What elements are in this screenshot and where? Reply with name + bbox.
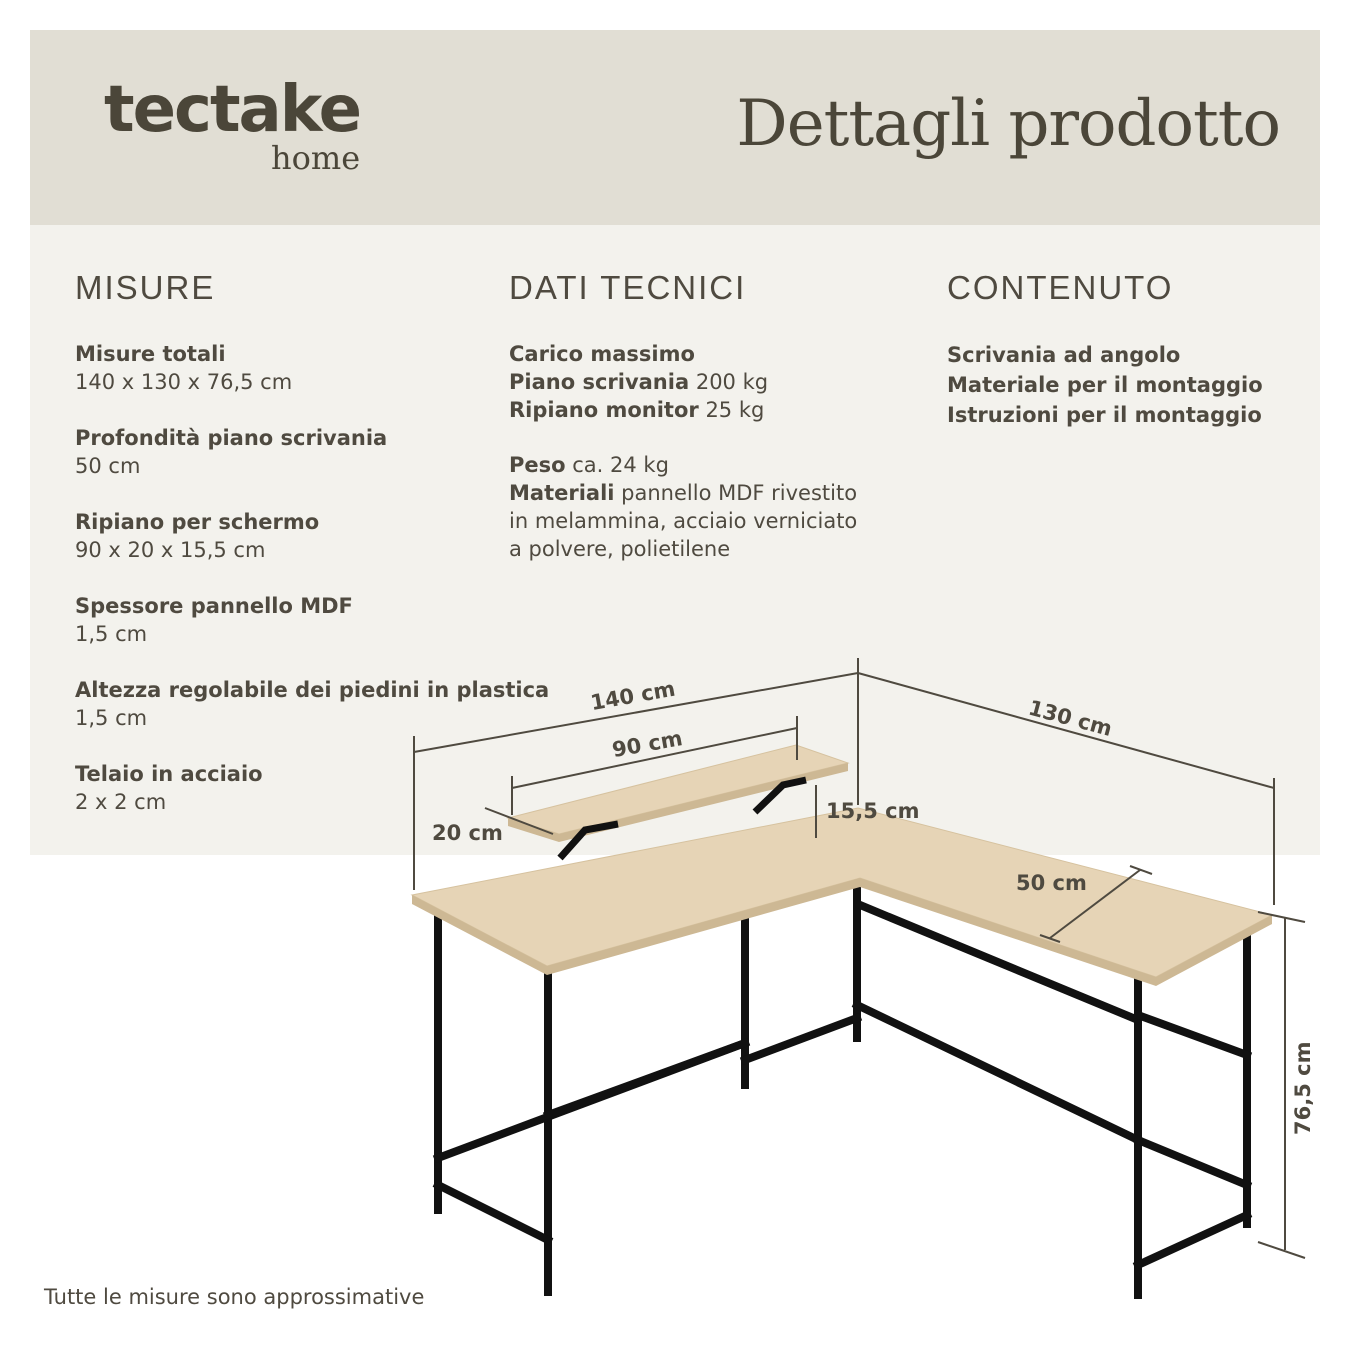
load-desk-value: 200 kg bbox=[695, 370, 769, 395]
dim-label-shelf-depth: 20 cm bbox=[432, 821, 503, 845]
load-desk-label: Piano scrivania bbox=[509, 370, 690, 395]
spec-label: Telaio in acciaio bbox=[75, 762, 263, 787]
spec-value: 1,5 cm bbox=[75, 706, 148, 731]
spec-value: 50 cm bbox=[75, 454, 141, 479]
materials-line-2: in melammina, acciaio verniciato bbox=[509, 509, 858, 534]
stretcher bbox=[1138, 1015, 1247, 1055]
spec-label: Profondità piano scrivania bbox=[75, 426, 388, 451]
misure-heading: MISURE bbox=[75, 269, 216, 306]
materials-label: Materiali bbox=[509, 481, 615, 506]
spec-label: Misure totali bbox=[75, 342, 226, 367]
load-shelf-label: Ripiano monitor bbox=[509, 398, 699, 423]
content-item: Istruzioni per il montaggio bbox=[947, 403, 1262, 428]
contenuto-heading: CONTENUTO bbox=[947, 269, 1174, 306]
content-item: Materiale per il montaggio bbox=[947, 373, 1263, 398]
stretcher bbox=[438, 1185, 548, 1240]
materials-value: pannello MDF rivestito bbox=[621, 481, 858, 506]
stretcher bbox=[1138, 1140, 1247, 1185]
dim-130 bbox=[858, 673, 1274, 788]
spec-value: 1,5 cm bbox=[75, 622, 148, 647]
spec-label: Altezza regolabile dei piedini in plastica bbox=[75, 678, 550, 703]
stretcher bbox=[857, 1005, 1138, 1140]
spec-label: Spessore pannello MDF bbox=[75, 594, 353, 619]
brand-logo: tectake bbox=[104, 73, 360, 147]
load-shelf-value: 25 kg bbox=[705, 398, 765, 423]
footnote: Tutte le misure sono approssimative bbox=[44, 1285, 425, 1309]
dim-label-height: 76,5 cm bbox=[1291, 1041, 1315, 1135]
dim-label-shelf-height: 15,5 cm bbox=[826, 799, 920, 823]
spec-value: 140 x 130 x 76,5 cm bbox=[75, 370, 293, 395]
dim-label-shelf-length: 90 cm bbox=[610, 726, 685, 763]
stretcher bbox=[1138, 1215, 1247, 1265]
weight-label: Peso bbox=[509, 453, 566, 478]
weight-value: ca. 24 kg bbox=[572, 453, 669, 478]
dati-tecnici-heading: DATI TECNICI bbox=[509, 269, 747, 306]
dim-label-width: 130 cm bbox=[1025, 695, 1115, 741]
stretcher bbox=[745, 1018, 857, 1060]
materials-line-3: a polvere, polietilene bbox=[509, 537, 731, 562]
page-title: Dettagli prodotto bbox=[736, 87, 1280, 161]
stretcher bbox=[548, 1043, 745, 1115]
dim-label-length: 140 cm bbox=[588, 676, 678, 716]
spec-value: 90 x 20 x 15,5 cm bbox=[75, 538, 266, 563]
load-label: Carico massimo bbox=[509, 342, 695, 367]
brand-logo-sub: home bbox=[271, 139, 361, 177]
content-item: Scrivania ad angolo bbox=[947, 343, 1181, 368]
dim-label-desk-depth: 50 cm bbox=[1016, 871, 1087, 895]
spec-value: 2 x 2 cm bbox=[75, 790, 167, 815]
spec-label: Ripiano per schermo bbox=[75, 510, 320, 535]
